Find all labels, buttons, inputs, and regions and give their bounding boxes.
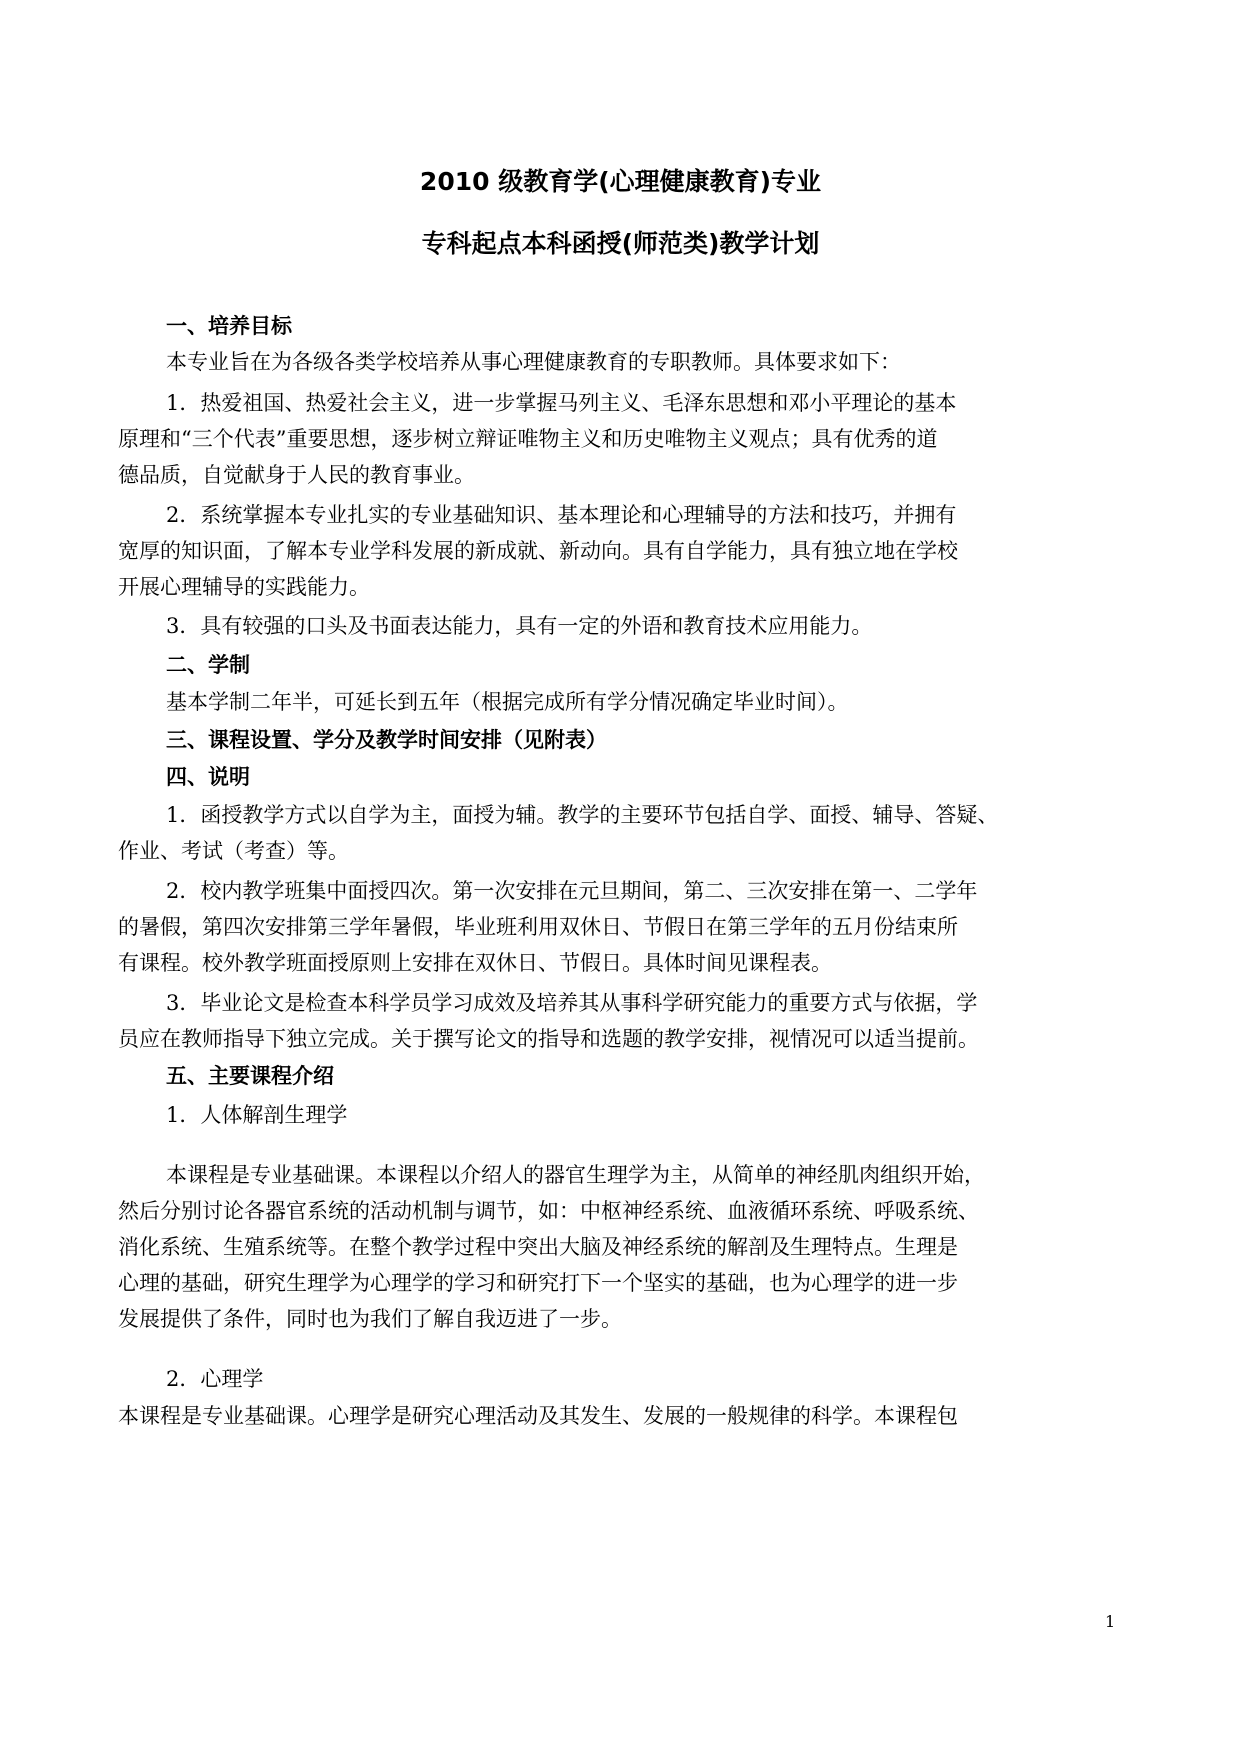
section-heading-courses-setup: 三、课程设置、学分及教学时间安排（见附表） <box>166 728 607 752</box>
course2-title: 2．心理学 <box>166 1367 264 1391</box>
section-heading-schooling: 二、学制 <box>166 653 250 677</box>
document-title-line-2: 专科起点本科函授(师范类)教学计划 <box>421 229 820 258</box>
notes-item1-line1: 1．函授教学方式以自学为主，面授为辅。教学的主要环节包括自学、面授、辅导、答疑、 <box>166 803 999 827</box>
goal-item1-line1: 1．热爱祖国、热爱社会主义，进一步掌握马列主义、毛泽东思想和邓小平理论的基本 <box>166 391 957 415</box>
section-heading-main-courses: 五、主要课程介绍 <box>166 1064 334 1088</box>
goal-item2-line1: 2．系统掌握本专业扎实的专业基础知识、基本理论和心理辅导的方法和技巧，并拥有 <box>166 503 957 527</box>
notes-item2-line2: 的暑假，第四次安排第三学年暑假，毕业班利用双休日、节假日在第三学年的五月份结束所 <box>118 915 958 939</box>
notes-item3-line1: 3．毕业论文是检查本科学员学习成效及培养其从事科学研究能力的重要方式与依据，学 <box>166 991 978 1015</box>
course2-text: 本课程是专业基础课。心理学是研究心理活动及其发生、发展的一般规律的科学。本课程包 <box>118 1404 958 1428</box>
course1-text-line1: 本课程是专业基础课。本课程以介绍人的器官生理学为主，从简单的神经肌肉组织开始， <box>166 1163 985 1187</box>
notes-item1-line2: 作业、考试（考查）等。 <box>118 839 349 863</box>
document-title-line-1: 2010 级教育学(心理健康教育)专业 <box>419 167 822 196</box>
notes-item2-line1: 2．校内教学班集中面授四次。第一次安排在元旦期间，第二、三次安排在第一、二学年 <box>166 879 978 903</box>
goal-item1-line2: 原理和“三个代表”重要思想，逐步树立辩证唯物主义和历史唯物主义观点；具有优秀的道 <box>118 427 938 451</box>
goal-intro: 本专业旨在为各级各类学校培养从事心理健康教育的专职教师。具体要求如下： <box>166 350 901 374</box>
section-heading-goal: 一、培养目标 <box>166 314 292 338</box>
course1-text-line2: 然后分别讨论各器官系统的活动机制与调节，如：中枢神经系统、血液循环系统、呼吸系统、 <box>118 1199 979 1223</box>
page-number: 1 <box>1105 1612 1116 1631</box>
notes-item3-line2: 员应在教师指导下独立完成。关于撰写论文的指导和选题的教学安排，视情况可以适当提前。 <box>118 1027 979 1051</box>
notes-item2-line3: 有课程。校外教学班面授原则上安排在双休日、节假日。具体时间见课程表。 <box>118 951 832 975</box>
course1-title: 1．人体解剖生理学 <box>166 1103 348 1127</box>
goal-item2-line2: 宽厚的知识面，了解本专业学科发展的新成就、新动向。具有自学能力，具有独立地在学校 <box>118 539 958 563</box>
course1-text-line3: 消化系统、生殖系统等。在整个教学过程中突出大脑及神经系统的解剖及生理特点。生理是 <box>118 1235 958 1259</box>
goal-item1-line3: 德品质，自觉献身于人民的教育事业。 <box>118 463 475 487</box>
schooling-text: 基本学制二年半，可延长到五年（根据完成所有学分情况确定毕业时间）。 <box>166 690 849 714</box>
goal-item3: 3．具有较强的口头及书面表达能力，具有一定的外语和教育技术应用能力。 <box>166 614 873 638</box>
course1-text-line5: 发展提供了条件，同时也为我们了解自我迈进了一步。 <box>118 1307 622 1331</box>
section-heading-notes: 四、说明 <box>166 765 250 789</box>
course1-text-line4: 心理的基础，研究生理学为心理学的学习和研究打下一个坚实的基础，也为心理学的进一步 <box>118 1271 958 1295</box>
goal-item2-line3: 开展心理辅导的实践能力。 <box>118 575 370 599</box>
